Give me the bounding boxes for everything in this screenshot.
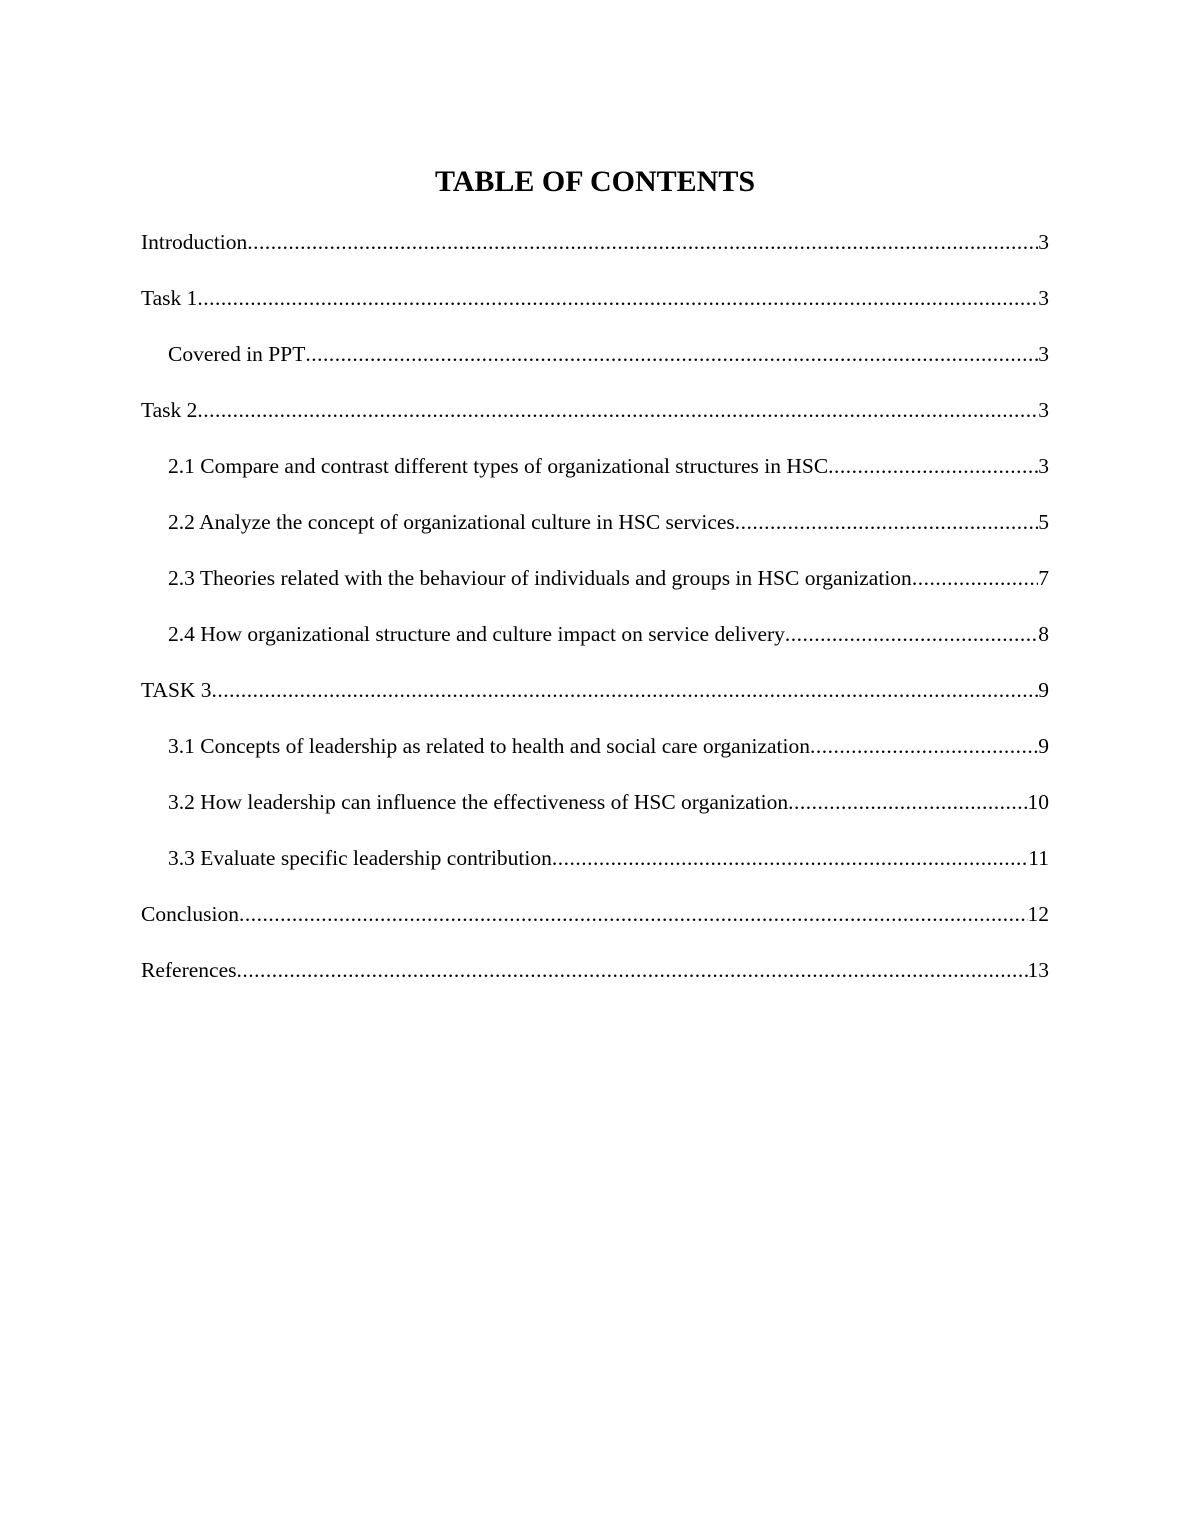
toc-dot-leader bbox=[785, 620, 1038, 648]
toc-title: TABLE OF CONTENTS bbox=[434, 165, 756, 198]
toc-dot-leader bbox=[212, 676, 1039, 704]
toc-dot-leader bbox=[828, 452, 1038, 480]
toc-entry-text: 2.3 Theories related with the behaviour of individuals and groups in HSC organization bbox=[168, 566, 912, 590]
toc-entry-task-3[interactable] bbox=[141, 676, 1049, 732]
toc-dot-leader bbox=[197, 396, 1038, 424]
toc-dot-leader bbox=[912, 564, 1038, 592]
toc-dot-leader bbox=[197, 284, 1038, 312]
toc-dot-leader bbox=[552, 844, 1028, 872]
toc-dot-leader bbox=[247, 228, 1038, 256]
toc-entry-references[interactable] bbox=[141, 956, 1049, 1012]
toc-entry-text: TASK 3 bbox=[141, 678, 212, 702]
toc-entry-3-1[interactable] bbox=[141, 732, 1049, 788]
toc-entry-text: 2.2 Analyze the concept of organizational culture in HSC services bbox=[168, 510, 735, 534]
toc-entry-2-4[interactable] bbox=[141, 620, 1049, 676]
toc-dot-leader bbox=[237, 956, 1028, 984]
toc-page-number: 11 bbox=[1028, 846, 1049, 870]
toc-entry-2-3[interactable] bbox=[141, 564, 1049, 620]
toc-entry-task-2[interactable] bbox=[141, 396, 1049, 452]
toc-page-number: 3 bbox=[1038, 230, 1049, 254]
toc-page-number: 10 bbox=[1027, 790, 1049, 814]
toc-page-number: 3 bbox=[1038, 286, 1049, 310]
toc-entry-text: Task 1 bbox=[141, 286, 198, 310]
toc-entry-2-2[interactable] bbox=[141, 508, 1049, 564]
toc-dot-leader bbox=[788, 788, 1027, 816]
toc-list bbox=[141, 228, 1049, 1012]
toc-dot-leader bbox=[810, 732, 1038, 760]
toc-entry-text: 2.4 How organizational structure and culture impact on service delivery bbox=[168, 622, 785, 646]
toc-page-number: 5 bbox=[1038, 510, 1049, 534]
toc-entry-task-1[interactable] bbox=[141, 284, 1049, 340]
toc-page-number: 8 bbox=[1038, 622, 1049, 646]
toc-page-number: 3 bbox=[1038, 342, 1049, 366]
toc-page-number: 13 bbox=[1027, 958, 1049, 982]
toc-dot-leader bbox=[239, 900, 1028, 928]
toc-entry-text: Covered in PPT bbox=[168, 342, 306, 366]
toc-page-number: 3 bbox=[1038, 454, 1049, 478]
toc-entry-conclusion[interactable] bbox=[141, 900, 1049, 956]
toc-page-number: 9 bbox=[1038, 678, 1049, 702]
toc-entry-text: 3.2 How leadership can influence the effectiveness of HSC organization bbox=[168, 790, 789, 814]
toc-entry-introduction[interactable] bbox=[141, 228, 1049, 284]
toc-entry-text: References bbox=[141, 958, 237, 982]
toc-page-number: 9 bbox=[1038, 734, 1049, 758]
toc-entry-text: 2.1 Compare and contrast different types of organizational structures in HSC bbox=[168, 454, 829, 478]
toc-dot-leader bbox=[305, 340, 1038, 368]
toc-page-number: 12 bbox=[1027, 902, 1049, 926]
toc-entry-3-3[interactable] bbox=[141, 844, 1049, 900]
toc-page-number: 7 bbox=[1038, 566, 1049, 590]
toc-entry-text: Introduction bbox=[141, 230, 248, 254]
toc-entry-text: Task 2 bbox=[141, 398, 198, 422]
toc-dot-leader bbox=[735, 508, 1038, 536]
toc-entry-3-2[interactable] bbox=[141, 788, 1049, 844]
toc-entry-2-1[interactable] bbox=[141, 452, 1049, 508]
toc-entry-covered-in-ppt[interactable] bbox=[141, 340, 1049, 396]
toc-entry-text: 3.3 Evaluate specific leadership contribution bbox=[168, 846, 552, 870]
toc-entry-text: 3.1 Concepts of leadership as related to health and social care organization bbox=[168, 734, 810, 758]
toc-entry-text: Conclusion bbox=[141, 902, 239, 926]
toc-page-number: 3 bbox=[1038, 398, 1049, 422]
